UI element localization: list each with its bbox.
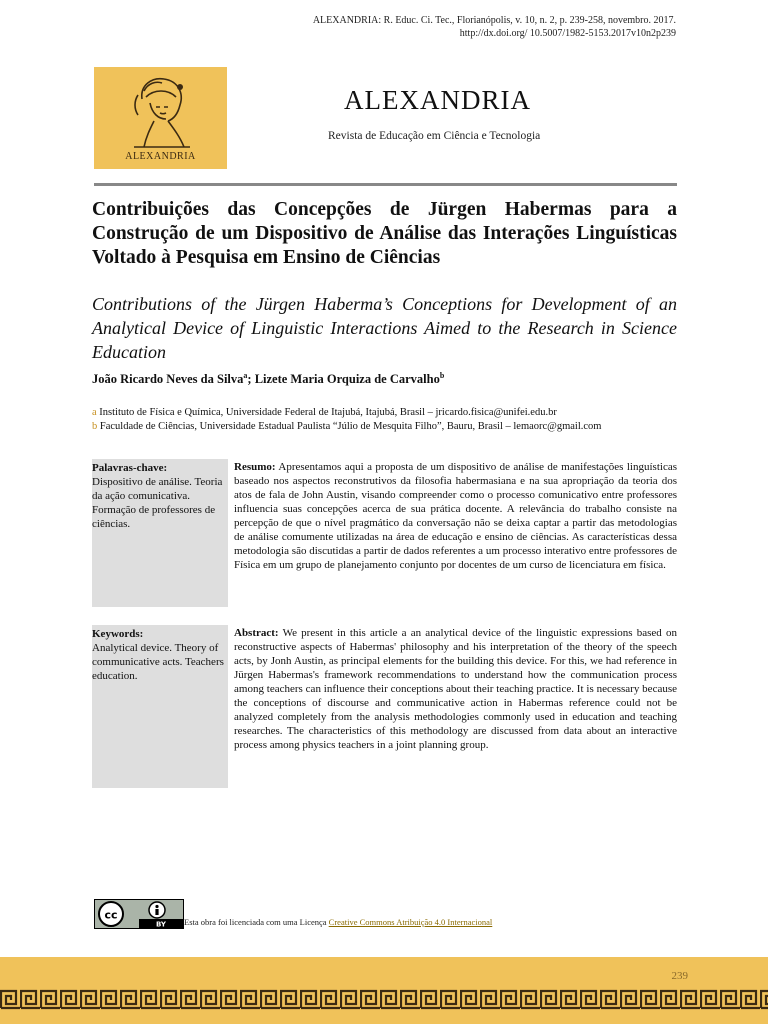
page-number: 239	[671, 970, 688, 982]
resumo-text: Apresentamos aqui a proposta de um dispositivo de análise de manifestações linguísticas baseado nos aspectos reconstrutivos da filosofia habermasiana e na sua apropriação da teoria dos atos de fala de John Austin, visando compreender como o processo comunicativo entre professores influencia suas concepções acerca de sua prática docente. A relevância do trabalho consiste na percepção de que o nível pragmático da conversação não se deixa captar a partir das metodologias de análise comumente utilizadas na área de educação e ensino de ciências. As características dessa metodologia são discutidas a partir de dados referentes a um processo interativo entre professores de Física em um grupo de planejamento conjunto por docentes de um curso de licenciatura em física.	[234, 461, 677, 571]
author-separator: ;	[247, 372, 255, 387]
article-title-en: Contributions of the Jürgen Haberma’s Conceptions for Development of an Analytical Device of Linguistic Interactions Aimed to the Research in Science Education	[92, 294, 677, 362]
affiliation-letter: b	[92, 421, 98, 432]
journal-logo	[94, 67, 227, 169]
license-text: Esta obra foi licenciada com uma Licença	[184, 917, 329, 927]
logo-name: ALEXANDRIA	[125, 151, 196, 162]
article-title-pt: Contribuições das Concepções de Jürgen Habermas para a Construção de um Dispositivo de Análise das Interações Linguísticas Voltado à Pesquisa em Ensino de Ciências	[92, 199, 677, 268]
journal-subtitle: Revista de Educação em Ciência e Tecnologia	[328, 130, 541, 142]
greek-key-border-icon	[0, 988, 768, 1010]
abstract-heading: Abstract:	[234, 627, 279, 639]
author-sup: b	[439, 371, 445, 380]
keywords-en-box	[92, 625, 228, 788]
keywords-en-text: Analytical device. Theory of communicative acts. Teachers education.	[92, 642, 224, 682]
abstract-block	[234, 626, 677, 752]
keywords-pt-box	[92, 459, 228, 607]
resumo-block	[234, 460, 677, 572]
license-notice	[184, 917, 492, 927]
affiliation-a	[92, 406, 557, 420]
author-name: João Ricardo Neves da Silva	[92, 372, 244, 387]
keywords-en-heading: Keywords:	[92, 628, 144, 640]
affiliation-text: Instituto de Física e Química, Universidade Federal de Itajubá, Itajubá, Brasil – jricardo.fisica@unifei.edu.br	[99, 407, 557, 418]
resumo-heading: Resumo:	[234, 461, 276, 473]
cc-by-label: BY	[155, 920, 167, 928]
author-line	[92, 371, 444, 387]
affiliation-b	[92, 420, 601, 434]
cc-license-badge[interactable]	[94, 899, 184, 929]
affiliation-letter: a	[92, 407, 97, 418]
journal-name: ALEXANDRIA	[344, 85, 531, 115]
header-rule	[94, 183, 677, 186]
svg-text:cc: cc	[104, 908, 118, 922]
author-sup: a	[243, 371, 248, 380]
author-name: Lizete Maria Orquiza de Carvalho	[254, 372, 440, 387]
citation-line: ALEXANDRIA: R. Educ. Ci. Tec., Florianópolis, v. 10, n. 2, p. 239-258, novembro. 2017.	[312, 15, 676, 26]
keywords-pt-heading: Palavras-chave:	[92, 462, 168, 474]
abstract-text: We present in this article a an analytical device of the linguistic expressions based on reconstructive aspects of Habermas' philosophy and his interpretation of the theory of the speech acts, by Jonh Austin, as principal elements for the building this device. For this, we had reference in Jürgen Habermas's framework recommendations to understand how the communication process among teachers can influence their conceptions about their teaching practice. It is necessary because the conceptions of discourse and communicative action in Habermas reference could not be analyzed completely from the analysis methodologies commonly used in education and teaching researches. The characteristics of this methodology are discussed from data about an interactive process among physics teachers in a joint planning group.	[234, 627, 677, 751]
keywords-pt-text: Dispositivo de análise. Teoria da ação comunicativa. Formação de professores de ciências.	[92, 476, 223, 530]
doi-line: http://dx.doi.org/ 10.5007/1982-5153.2017v10n2p239	[459, 28, 676, 39]
citation-header	[313, 14, 676, 40]
affiliation-text: Faculdade de Ciências, Universidade Estadual Paulista “Júlio de Mesquita Filho”, Bauru, Brasil – lemaorc@gmail.com	[99, 421, 602, 432]
license-link[interactable]: Creative Commons Atribuição 4.0 Internacional	[328, 917, 493, 927]
cc-by-icon	[95, 900, 183, 928]
